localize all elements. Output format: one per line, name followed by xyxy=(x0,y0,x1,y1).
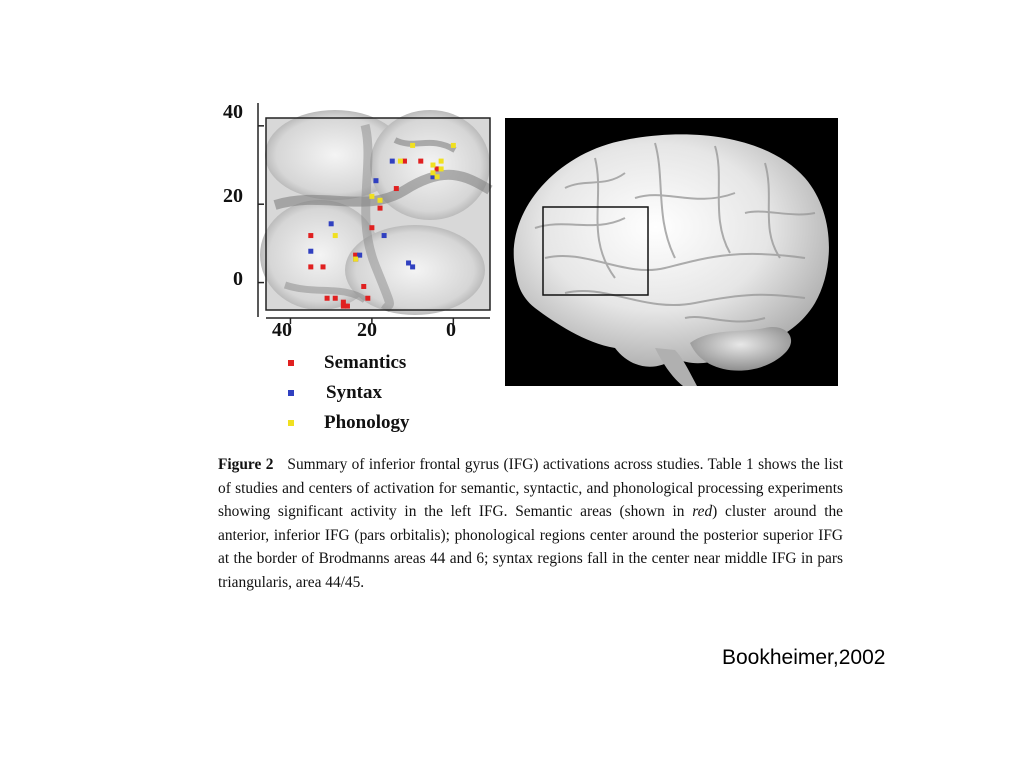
point-semantics xyxy=(418,159,423,164)
point-syntax xyxy=(308,249,313,254)
point-phonology xyxy=(435,174,440,179)
y-tick-label: 40 xyxy=(223,101,243,123)
point-semantics xyxy=(308,264,313,269)
legend-swatch xyxy=(288,390,294,396)
y-tick-label: 20 xyxy=(223,185,243,207)
point-phonology xyxy=(439,166,444,171)
point-phonology xyxy=(353,257,358,262)
legend-swatch xyxy=(288,420,294,426)
point-phonology xyxy=(378,198,383,203)
citation: Bookheimer,2002 xyxy=(722,646,886,669)
point-syntax xyxy=(382,233,387,238)
point-syntax xyxy=(390,159,395,164)
brain-render-image xyxy=(505,118,838,386)
y-tick-label: 0 xyxy=(233,268,243,290)
point-semantics xyxy=(369,225,374,230)
caption-text-1: Summary of inferior frontal gyrus (IFG) activations across studies. Table 1 shows the list of studies and centers of activation for semantic, syntactic, and phonological processing experiments showing significant activity in the left IFG. Semantic areas (shown in xyxy=(218,456,844,520)
x-tick-label: 0 xyxy=(446,319,456,341)
point-phonology xyxy=(410,143,415,148)
x-tick-label: 20 xyxy=(357,319,377,341)
brain-slice-image xyxy=(260,110,490,315)
point-syntax xyxy=(373,178,378,183)
point-phonology xyxy=(333,233,338,238)
point-phonology xyxy=(451,143,456,148)
point-semantics xyxy=(394,186,399,191)
point-phonology xyxy=(439,159,444,164)
point-semantics xyxy=(378,206,383,211)
legend-label: Syntax xyxy=(326,382,382,403)
point-semantics xyxy=(333,296,338,301)
caption-text-italic: red xyxy=(692,503,713,520)
legend-label: Phonology xyxy=(324,412,410,433)
point-semantics xyxy=(308,233,313,238)
point-semantics xyxy=(325,296,330,301)
point-phonology xyxy=(430,163,435,168)
figure-label: Figure 2 xyxy=(218,456,274,473)
point-semantics xyxy=(341,304,346,309)
point-syntax xyxy=(329,221,334,226)
legend-swatch xyxy=(288,360,294,366)
point-syntax xyxy=(410,264,415,269)
point-phonology xyxy=(398,159,403,164)
caption-text-2: ) cluster around the anterior, inferior IFG (pars orbitalis); phonological regions center around the posterior superior IFG at the border of Brodmanns areas 44 and 6; syntax regions fall in the center near middle IFG in pars triangularis, area 44/45. xyxy=(218,503,843,591)
x-tick-label: 40 xyxy=(272,319,292,341)
point-semantics xyxy=(365,296,370,301)
point-semantics xyxy=(361,284,366,289)
legend-label: Semantics xyxy=(324,352,407,373)
point-semantics xyxy=(321,264,326,269)
point-phonology xyxy=(369,194,374,199)
figure-caption xyxy=(218,453,843,594)
